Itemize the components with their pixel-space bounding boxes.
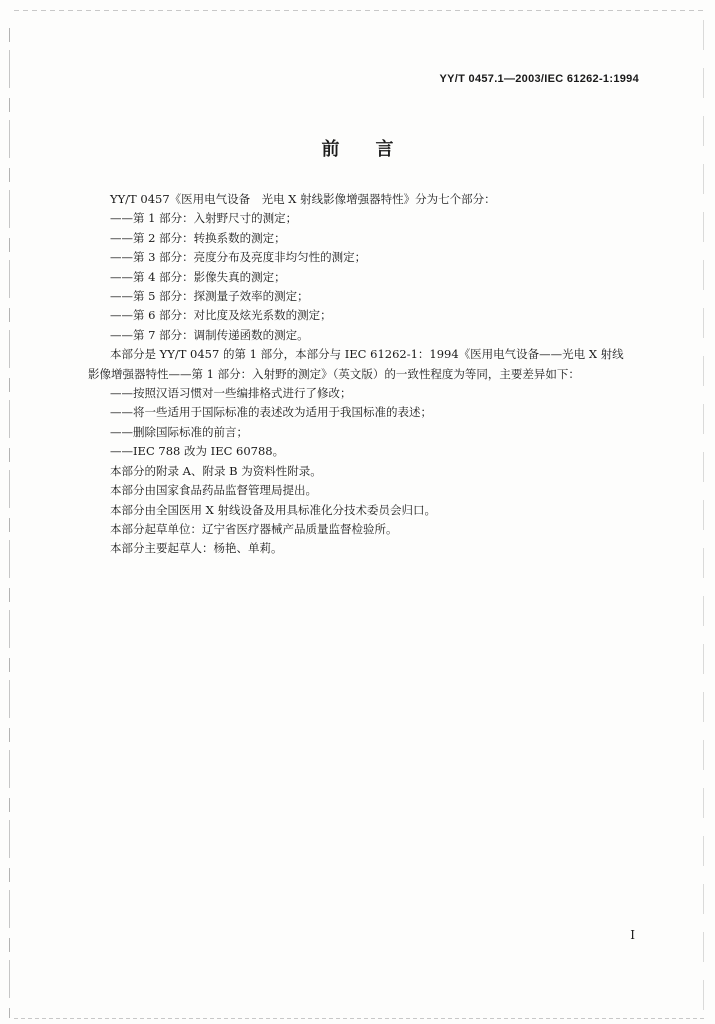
part-item-6: ——第 6 部分：对比度及炫光系数的测定； [110, 308, 332, 323]
standard-number: YY/T 0457.1—2003/IEC 61262-1:1994 [439, 73, 639, 85]
part-item-2: ——第 2 部分：转换系数的测定； [110, 230, 286, 245]
scan-edge-right [703, 20, 704, 1015]
committee-statement: 本部分由全国医用 X 射线设备及用具标准化分技术委员会归口。 [110, 502, 436, 517]
scan-edge-left [9, 28, 10, 1018]
part-item-1: ——第 1 部分：入射野尺寸的测定； [110, 211, 298, 226]
part-item-3: ——第 3 部分：亮度分布及亮度非均匀性的测定； [110, 250, 367, 265]
part-item-7: ——第 7 部分：调制传递函数的测定。 [110, 327, 309, 342]
part-item-4: ——第 4 部分：影像失真的测定； [110, 269, 286, 284]
drafting-unit-statement: 本部分起草单位：辽宁省医疗器械产品质量监督检验所。 [110, 521, 398, 536]
difference-item-4: ——IEC 788 改为 IEC 60788。 [110, 444, 285, 459]
foreword-body [88, 190, 628, 559]
intro-paragraph: YY/T 0457《医用电气设备 光电 X 射线影像增强器特性》分为七个部分： [110, 192, 496, 206]
scan-edge-bottom [14, 1018, 704, 1019]
difference-item-2: ——将一些适用于国际标准的表述改为适用于我国标准的表述； [110, 405, 432, 420]
difference-item-1: ——按照汉语习惯对一些编排格式进行了修改； [110, 386, 352, 401]
equivalence-paragraph: 本部分是 YY/T 0457 的第 1 部分，本部分与 IEC 61262-1：1994《医用电气设备——光电 X 射线影像增强器特性——第 1 部分：入射野的测定》（英文版）的一致性程度为等同，主要差异如下： [88, 347, 624, 381]
page-title: 前言 [321, 139, 430, 160]
proposer-statement: 本部分由国家食品药品监督管理局提出。 [110, 483, 317, 498]
scan-edge-top [14, 10, 704, 11]
drafters-statement: 本部分主要起草人：杨艳、单莉。 [110, 541, 283, 556]
page-number: I [630, 928, 635, 942]
part-item-5: ——第 5 部分：探测量子效率的测定； [110, 289, 309, 304]
difference-item-3: ——删除国际标准的前言； [110, 424, 248, 439]
annex-statement: 本部分的附录 A、附录 B 为资料性附录。 [110, 463, 322, 478]
